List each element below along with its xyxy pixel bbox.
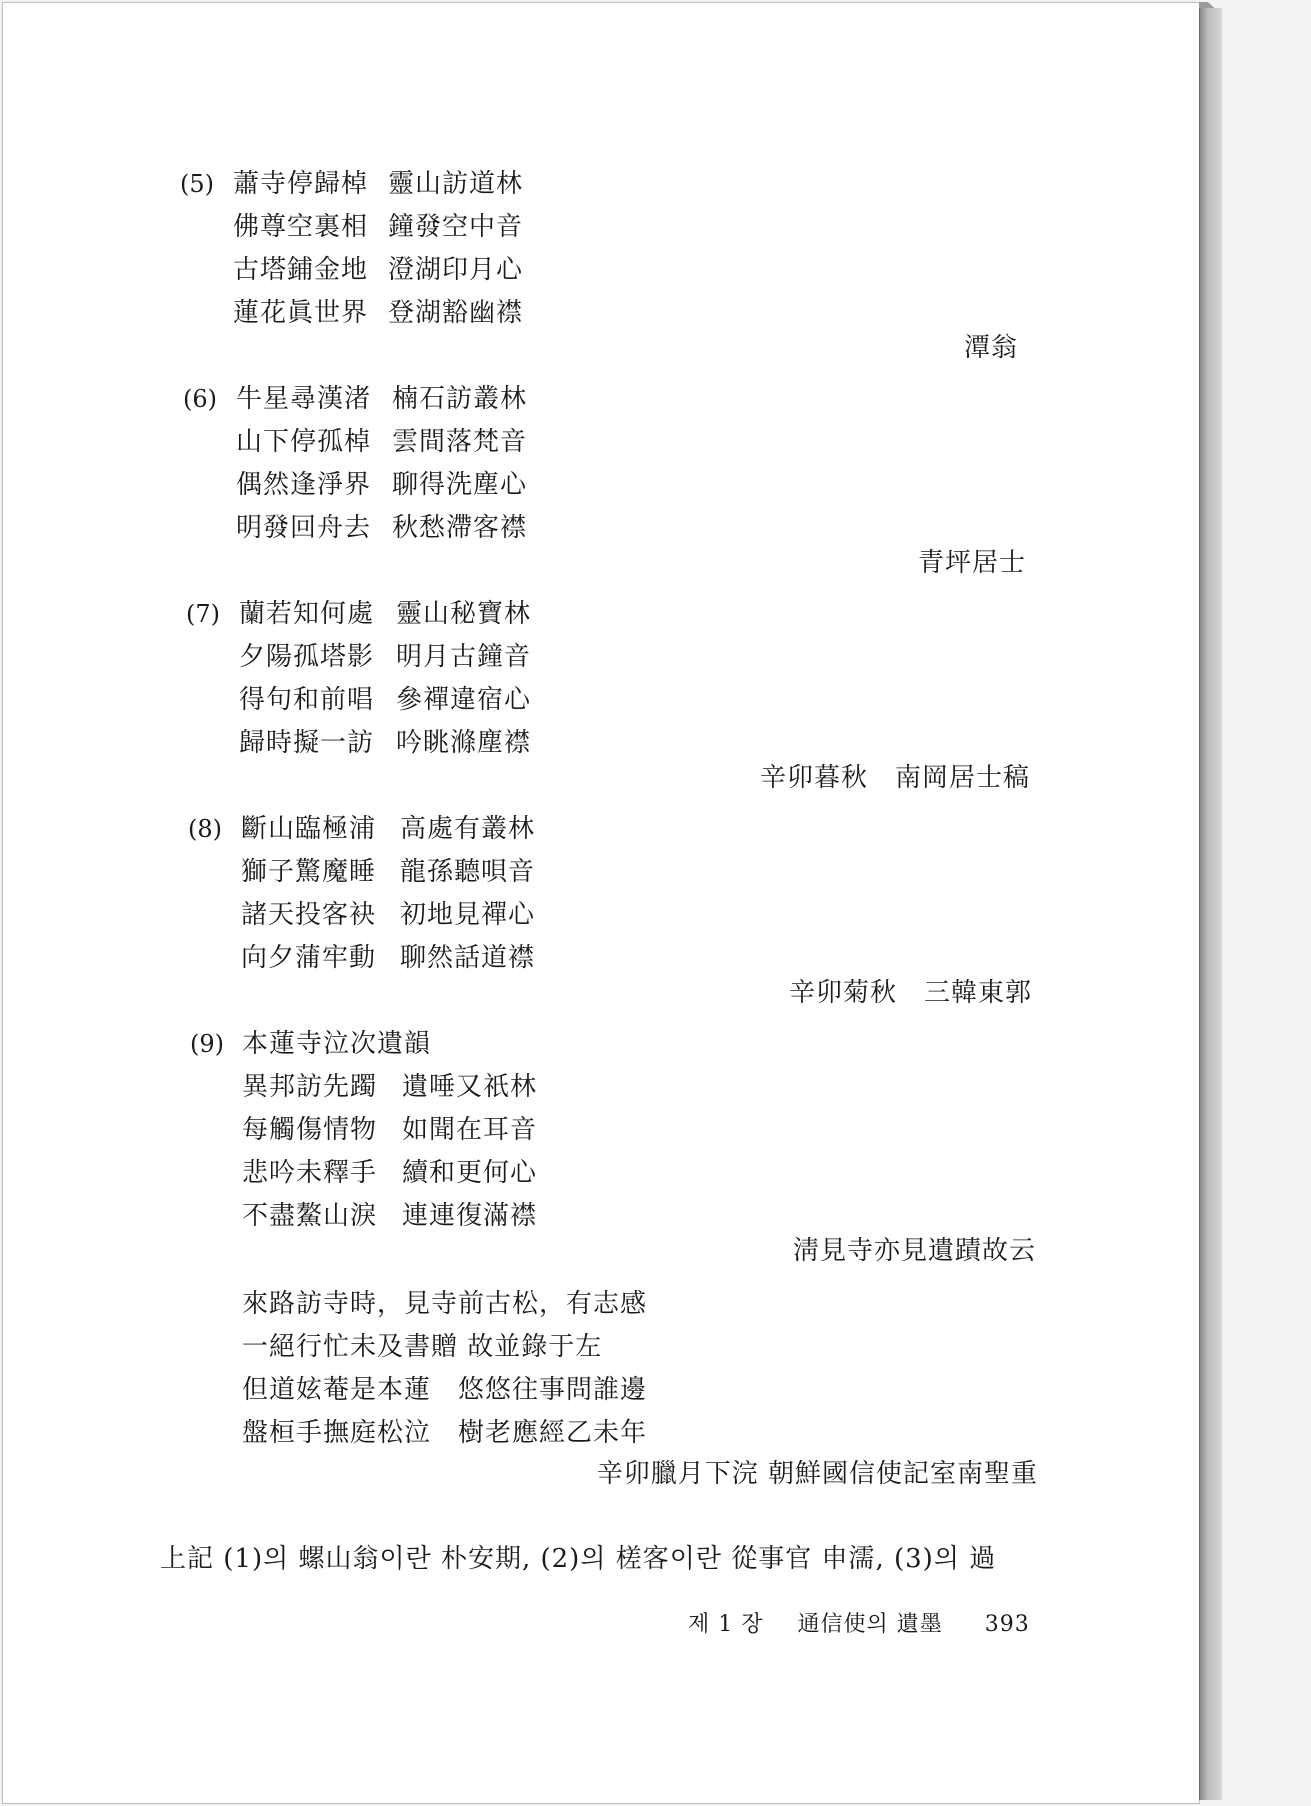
poem-line-second-half: 如聞在耳音 bbox=[402, 1115, 538, 1145]
poem-line-first-half: 獅子驚魔睡 bbox=[241, 857, 377, 887]
poem-line-first-half: 諸天投客袂 bbox=[241, 900, 377, 930]
prose-line: 一絕行忙未及書贈 故並錄于左 bbox=[242, 1332, 603, 1362]
poem-line-second-half: 秋愁滯客襟 bbox=[392, 513, 528, 543]
poem-line-second-half: 澄湖印月心 bbox=[388, 255, 524, 285]
poem-number: (5) bbox=[180, 170, 214, 198]
poem-number: (6) bbox=[183, 385, 217, 413]
poem-line-first-half: 明發回舟去 bbox=[236, 513, 372, 543]
poem-line-first-half: 歸時擬一訪 bbox=[239, 728, 375, 758]
poem-line-second-half: 登湖豁幽襟 bbox=[388, 298, 524, 328]
poem-line-second-half: 連連復滿襟 bbox=[402, 1201, 538, 1231]
poem-line-first-half: 佛尊空裏相 bbox=[233, 212, 369, 242]
poem-line-second-half: 靈山訪道林 bbox=[388, 169, 524, 199]
poem-line-second-half: 初地見禪心 bbox=[400, 900, 536, 930]
poem-line-first-half: 蓮花眞世界 bbox=[233, 298, 369, 328]
footer-chapter: 제 1 장 bbox=[688, 1612, 764, 1637]
poem-signature: 辛卯暮秋 南岡居士稿 bbox=[759, 763, 1030, 793]
poem-signature: 辛卯菊秋 三韓東郭 bbox=[788, 978, 1032, 1008]
poem-signature: 青坪居士 bbox=[917, 548, 1026, 578]
poem-line-second-half: 續和更何心 bbox=[402, 1158, 538, 1188]
body-paragraph: 上記 (1)의 螺山翁이란 朴安期, (2)의 槎客이란 從事官 申濡, (3)의 過 bbox=[160, 1544, 997, 1574]
prose-line: 但道妶菴是本蓮 悠悠往事問誰邊 bbox=[242, 1375, 648, 1405]
poem-line-first-half: 斷山臨極浦 bbox=[241, 814, 377, 844]
poem-line-second-half: 吟眺滌塵襟 bbox=[396, 728, 532, 758]
prose-line: 來路訪寺時，見寺前古松，有志感 bbox=[242, 1289, 648, 1319]
poem-line-second-half: 明月古鐘音 bbox=[396, 642, 532, 672]
book-page bbox=[2, 2, 1200, 1804]
poem-line-first-half: 異邦訪先躅 bbox=[242, 1072, 378, 1102]
poem-heading: 本蓮寺泣次遺韻 bbox=[242, 1029, 432, 1059]
prose-line: 盤桓手撫庭松泣 樹老應經乙未年 bbox=[242, 1418, 648, 1448]
footer-page-number: 393 bbox=[984, 1612, 1030, 1637]
poem-line-first-half: 偶然逢淨界 bbox=[236, 470, 372, 500]
poem-number: (9) bbox=[190, 1030, 224, 1058]
poem-line-second-half: 高處有叢林 bbox=[400, 814, 536, 844]
final-signature: 辛卯臘月下浣 朝鮮國信使記室南聖重 bbox=[596, 1459, 1038, 1489]
poem-line-second-half: 雲間落梵音 bbox=[392, 427, 528, 457]
poem-line-second-half: 靈山秘寶林 bbox=[396, 599, 532, 629]
poem-number: (7) bbox=[186, 600, 220, 628]
poem-line-second-half: 楠石訪叢林 bbox=[392, 384, 528, 414]
poem-line-first-half: 悲吟未釋手 bbox=[242, 1158, 378, 1188]
poem-line-first-half: 夕陽孤塔影 bbox=[239, 642, 375, 672]
poem-line-first-half: 山下停孤棹 bbox=[236, 427, 372, 457]
poem-line-first-half: 向夕蒲牢動 bbox=[241, 943, 377, 973]
poem-line-first-half: 蕭寺停歸棹 bbox=[233, 169, 369, 199]
poem-line-second-half: 遺唾又祇林 bbox=[402, 1072, 538, 1102]
poem-line-first-half: 牛星尋漢渚 bbox=[236, 384, 372, 414]
poem-line-second-half: 聊然話道襟 bbox=[400, 943, 536, 973]
poem-line-first-half: 不盡鰲山淚 bbox=[242, 1201, 378, 1231]
poem-line-second-half: 龍孫聽唄音 bbox=[400, 857, 536, 887]
poem-signature: 潭翁 bbox=[963, 333, 1018, 363]
poem-line-second-half: 參禪違宿心 bbox=[396, 685, 532, 715]
poem-line-first-half: 古塔鋪金地 bbox=[233, 255, 369, 285]
footer-title: 通信使의 遺墨 bbox=[797, 1612, 943, 1637]
page-footer bbox=[688, 1611, 1030, 1639]
poem-signature: 淸見寺亦見遺蹟故云 bbox=[792, 1236, 1036, 1266]
poem-number: (8) bbox=[188, 815, 222, 843]
poem-line-first-half: 每觸傷情物 bbox=[242, 1115, 378, 1145]
poem-line-second-half: 聊得洗塵心 bbox=[392, 470, 528, 500]
page-stack-edge bbox=[1199, 8, 1222, 1800]
poem-line-first-half: 蘭若知何處 bbox=[239, 599, 375, 629]
poem-line-first-half: 得句和前唱 bbox=[239, 685, 375, 715]
poem-line-second-half: 鐘發空中音 bbox=[388, 212, 524, 242]
